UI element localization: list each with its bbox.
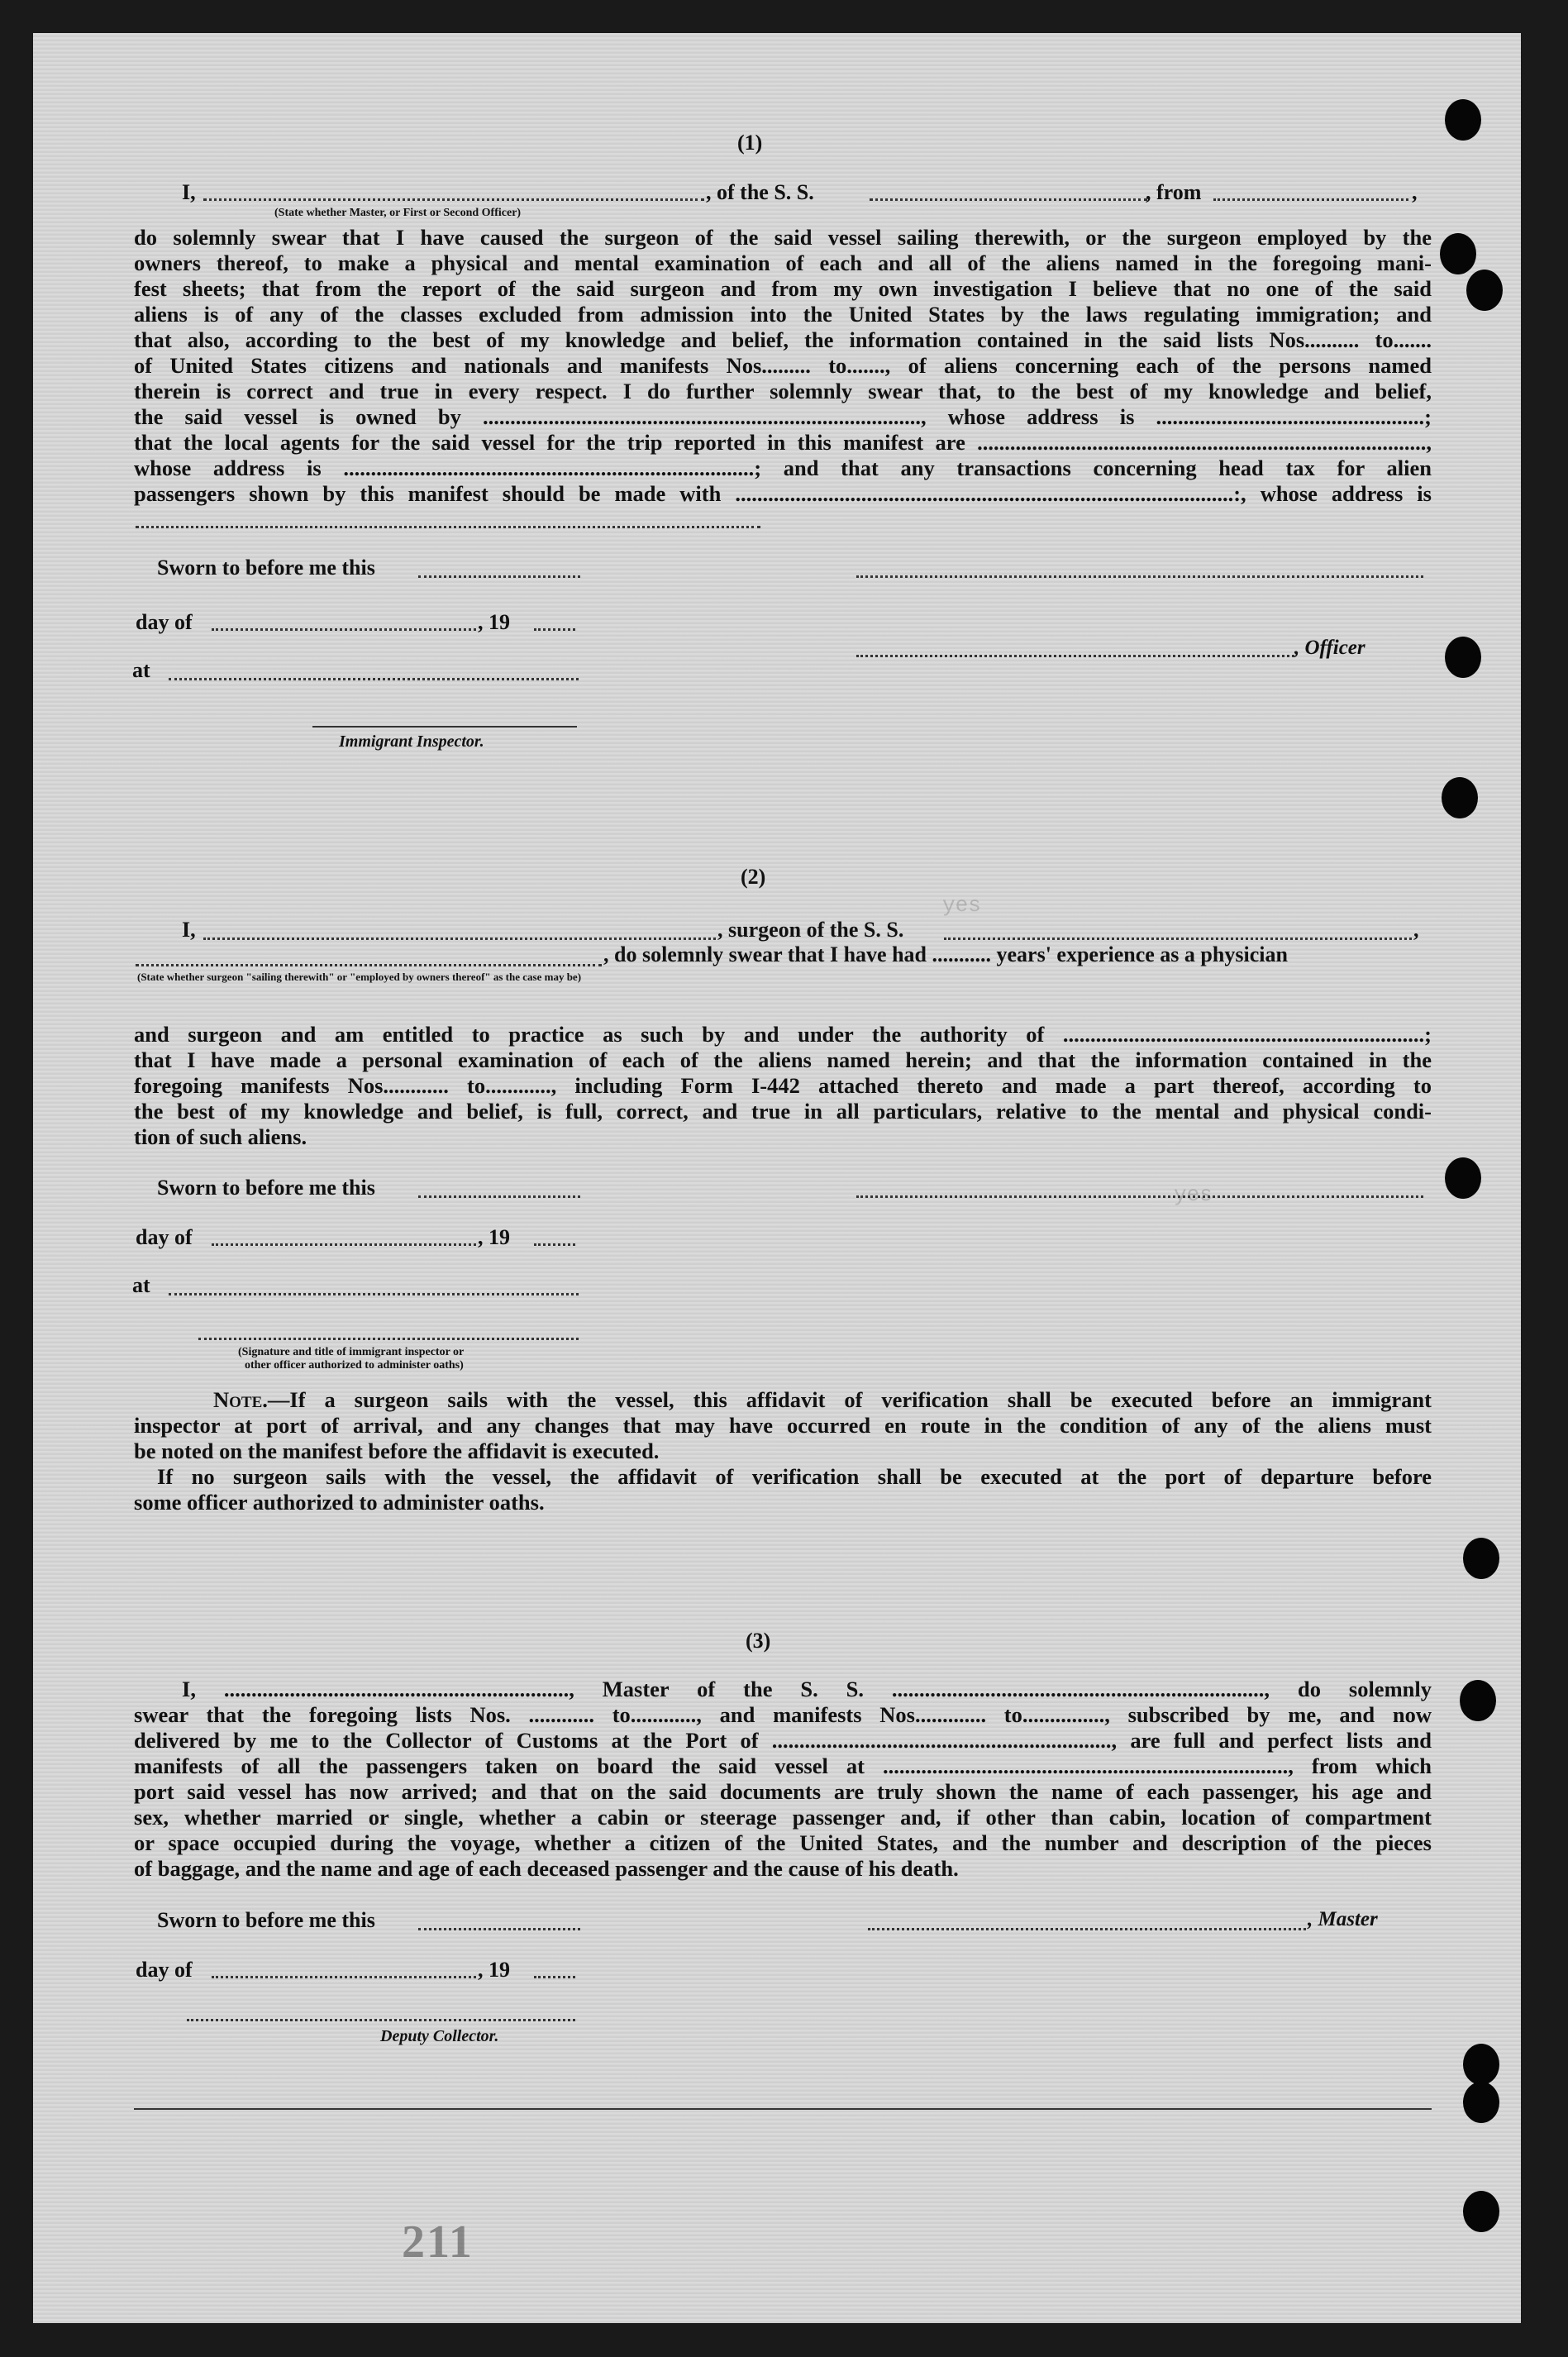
- s1-day-of-label: day of: [136, 610, 193, 634]
- binder-hole: [1445, 637, 1481, 678]
- s1-inspector-label: Immigrant Inspector.: [339, 732, 484, 751]
- s2-note-line: inspector at port of arrival, and any changes that may have occurred en route in the condition of any of the aliens must: [134, 1413, 1432, 1438]
- section-3-number: (3): [746, 1629, 771, 1653]
- s3-para-line: swear that the foregoing lists Nos. ............ to............, and manifests Nos............. to..............., subscribed by me, and now: [134, 1702, 1432, 1727]
- s2-para-line: tion of such aliens.: [134, 1124, 307, 1149]
- s3-para-line: delivered by me to the Collector of Customs at the Port of .............................................................., are full and perfect lists and: [134, 1728, 1432, 1753]
- s1-address-continuation-blank[interactable]: [136, 526, 760, 528]
- s1-at-label: at: [132, 658, 150, 682]
- s3-year-blank[interactable]: [534, 1976, 575, 1978]
- s1-para-line: that the local agents for the said vessel for the trip reported in this manifest are ..................................................................................,: [134, 430, 1432, 455]
- s2-swear-text: , do solemnly swear that I have had ........... years' experience as a physician: [603, 942, 1288, 966]
- s3-para-line: port said vessel has now arrived; and that on the said documents are truly shown the name of each passenger, his age and: [134, 1779, 1432, 1804]
- s1-para-line: do solemnly swear that I have caused the surgeon of the said vessel sailing therewith, or the surgeon employed by the: [134, 225, 1432, 250]
- binder-hole: [1460, 1680, 1496, 1721]
- s2-surgeon-name-blank[interactable]: [203, 938, 716, 940]
- s2-note-label: Note.: [213, 1387, 268, 1412]
- binder-hole: [1463, 2191, 1499, 2232]
- s2-para-line: that I have made a personal examination of each of the aliens named herein; and that the information contained in the: [134, 1047, 1432, 1072]
- s2-day-of-label: day of: [136, 1225, 193, 1249]
- s2-para-line: and surgeon and am entitled to practice as such by and under the authority of ..................................................................;: [134, 1022, 1432, 1047]
- s1-comma: ,: [1412, 180, 1418, 204]
- s1-of-ss-label: , of the S. S.: [706, 180, 814, 204]
- s1-officer-blank[interactable]: [856, 655, 1294, 657]
- s3-para-line: sex, whether married or single, whether a cabin or steerage passenger and, if other than cabin, location of compartment: [134, 1805, 1432, 1830]
- s1-officer-label: , Officer: [1294, 637, 1365, 659]
- s1-day-blank[interactable]: [212, 628, 476, 631]
- s2-para-line: the best of my knowledge and belief, is full, correct, and true in all particulars, relative to the mental and physical condi-: [134, 1099, 1432, 1124]
- s2-at-blank[interactable]: [169, 1293, 579, 1295]
- binder-hole: [1445, 99, 1481, 141]
- s1-officer-rank-blank[interactable]: [203, 198, 704, 201]
- bottom-rule: [134, 2108, 1432, 2110]
- s1-inspector-signature-line: [312, 726, 577, 728]
- s3-sworn-label: Sworn to before me this: [157, 1908, 375, 1932]
- s2-year-blank[interactable]: [534, 1243, 575, 1246]
- s2-signature-blank[interactable]: [856, 1195, 1423, 1198]
- binder-hole: [1463, 2082, 1499, 2123]
- manifest-page: yes yes (1) I, , of the S. S. , from , (State whether Master, or First or Second Officer) do solemnly swear that I have caused the surgeon of the said vessel sailing therewith, or the surgeon employed by the owners thereof, to make a physical and mental examination of each and all of the aliens named in the foregoing mani- fest sheets; that from the report of the said surgeon and from my own investigation I believe that no one of the said aliens is of any of the classes excluded from admission into the United States by the laws regulating immigration; and that also, according to the best of my knowledge and belief, the information contained in the said lists Nos.......... to....... of United States citizens and nationals and manifests Nos......... to......., of aliens concerning each of the persons named therein is correct and true in every respect. I do further solemnly swear that, to the best of my knowledge and belief, the said vessel is owned by ................................................................................, whose address is .................................................; that the local agents for the said vessel for the trip reported in this manifest are .................................................................................., whose address is ...........................................................................; and that any transactions concerning head tax for alien passengers shown by this manifest should be made with ...........................................................................................:, whose address is Sworn to before me this day of , 19 , Officer at Immigrant Inspector. (2) I, , surgeon of the S. S. , , do solemnly swear that I have had ........... years' experience as a physician (State whether surgeon "sailing therewith" or "employed by owners thereof" as the case may be) and surgeon and am entitled to practice as such by and under the authority of ..................................................................; that I have made a personal examination of each of the aliens named herein; and that the information contained in the foregoing manifests Nos............ to............, including Form I-442 attached thereto and made a part thereof, according to the best of my knowledge and belief, is full, correct, and true in all particulars, relative to the mental and physical condi- tion of such aliens. Sworn to before me this day of , 19 at (Signature and title of immigrant inspector or other officer authorized to administer oaths) Note.—If a surgeon sails with the vessel, this affidavit of verification shall be executed before an immigrant inspector at port of arrival, and any changes that may have occurred en route in the condition of any of the aliens must be noted on the manifest before the affidavit is executed. If no surgeon sails with the vessel, the affidavit of verification shall be executed at the port of departure before some officer authorized to administer oaths. (3) I, ..............................................................., Master of the S. S. ...................................................................., do solemnly swear that the foregoing lists Nos. ............ to............, and manifests Nos............. to..............., subscribed by me, and now delivered by me to the Collector of Customs at the Port of .............................................................., are full and perfect lists and manifests of all the passengers taken on board the said vessel at .........................................................................., from which port said vessel has now arrived; and that on the said documents are truly shown the name of each passenger, his age and sex, whether married or single, whether a cabin or steerage passenger and, if other than cabin, location of compartment or space occupied during the voyage, whether a citizen of the United States, and the number and description of the pieces of baggage, and the name and age of each deceased passenger and the cause of his death. Sworn to before me this , Master day of , 19 Deputy Collector. 211: [33, 33, 1521, 2323]
- s2-i-label: I,: [182, 918, 196, 942]
- s2-surgeon-status-blank[interactable]: [136, 964, 602, 966]
- s1-para-line: owners thereof, to make a physical and mental examination of each and all of the aliens named in the foregoing mani-: [134, 250, 1432, 275]
- s2-sworn-date-blank[interactable]: [418, 1195, 580, 1198]
- s1-sworn-label: Sworn to before me this: [157, 556, 375, 580]
- s1-para-line: of United States citizens and nationals and manifests Nos......... to......., of aliens concerning each of the persons named: [134, 353, 1432, 378]
- s2-note-line: be noted on the manifest before the affidavit is executed.: [134, 1439, 660, 1463]
- s2-surgeon-of-label: , surgeon of the S. S.: [717, 918, 904, 942]
- binder-hole: [1445, 1157, 1481, 1199]
- s2-signature-title-blank[interactable]: [198, 1338, 579, 1340]
- s1-para-line: therein is correct and true in every respect. I do further solemnly swear that, to the best of my knowledge and belief,: [134, 379, 1432, 403]
- binder-hole: [1442, 777, 1478, 818]
- s1-at-blank[interactable]: [169, 678, 579, 680]
- s1-vessel-name-blank[interactable]: [870, 198, 1147, 201]
- s1-signature-blank[interactable]: [856, 575, 1423, 578]
- s3-master-signature-blank[interactable]: [868, 1928, 1306, 1930]
- s3-day-blank[interactable]: [212, 1976, 476, 1978]
- s3-deputy-signature-blank[interactable]: [187, 2019, 575, 2021]
- binder-hole: [1466, 270, 1503, 311]
- s2-comma: ,: [1413, 918, 1419, 942]
- s1-para-line: aliens is of any of the classes excluded from admission into the United States by the laws regulating immigration; and: [134, 302, 1432, 327]
- s2-sworn-label: Sworn to before me this: [157, 1176, 375, 1200]
- s2-note-text: —If a surgeon sails with the vessel, this affidavit of verification shall be executed before an immigrant: [267, 1387, 1432, 1412]
- s2-para-line: foregoing manifests Nos............ to............, including Form I-442 attached thereto and made a part thereof, according to: [134, 1073, 1432, 1098]
- s2-note2-line: some officer authorized to administer oaths.: [134, 1490, 545, 1515]
- page-number-stamp: 211: [402, 2216, 474, 2268]
- s2-at-label: at: [132, 1273, 150, 1297]
- s1-i-label: I,: [182, 180, 196, 204]
- section-2-number: (2): [741, 865, 766, 889]
- s3-day-of-label: day of: [136, 1958, 193, 1982]
- s1-para-line: that also, according to the best of my knowledge and belief, the information contained in the said lists Nos.......... to.......: [134, 327, 1432, 352]
- s2-signature-caption-2: other officer authorized to administer oaths): [245, 1359, 464, 1372]
- s1-sworn-date-blank[interactable]: [418, 575, 580, 578]
- binder-hole: [1463, 1538, 1499, 1579]
- s1-from-label: , from: [1146, 180, 1202, 204]
- s2-caption: (State whether surgeon "sailing therewith" or "employed by owners thereof" as the case may be): [137, 971, 582, 983]
- binder-hole: [1463, 2044, 1499, 2085]
- s2-vessel-name-blank[interactable]: [944, 938, 1412, 940]
- s3-sworn-date-blank[interactable]: [418, 1928, 580, 1930]
- section-1-number: (1): [737, 131, 763, 155]
- s3-para-line: or space occupied during the voyage, whether a citizen of the United States, and the number and description of the pieces: [134, 1830, 1432, 1855]
- s3-master-label: , Master: [1308, 1908, 1378, 1930]
- s1-para-line: whose address is ...........................................................................; and that any transactions concerning head tax for alien: [134, 456, 1432, 480]
- s1-year-blank[interactable]: [534, 628, 575, 631]
- s1-para-line: the said vessel is owned by ................................................................................, whose address is .................................................;: [134, 404, 1432, 429]
- s1-from-port-blank[interactable]: [1213, 198, 1408, 201]
- s3-year-label: , 19: [478, 1958, 510, 1982]
- s3-para-line: I, ..............................................................., Master of the S. S. ...................................................................., do solemnly: [182, 1677, 1432, 1701]
- s2-signature-caption-1: (Signature and title of immigrant inspector or: [238, 1346, 465, 1358]
- s2-year-label: , 19: [478, 1225, 510, 1249]
- binder-hole: [1440, 233, 1476, 274]
- s2-note-line: [213, 1387, 1432, 1413]
- s1-para-line: fest sheets; that from the report of the said surgeon and from my own investigation I believe that no one of the said: [134, 276, 1432, 301]
- s2-note2-line: If no surgeon sails with the vessel, the affidavit of verification shall be executed at the port of departure before: [157, 1464, 1432, 1489]
- s3-deputy-label: Deputy Collector.: [380, 2027, 499, 2045]
- s1-year-label: , 19: [478, 610, 510, 634]
- s1-para-line: passengers shown by this manifest should be made with ...........................................................................................:, whose address is: [134, 481, 1432, 506]
- s3-para-line: of baggage, and the name and age of each deceased passenger and the cause of his death.: [134, 1856, 959, 1881]
- s3-para-line: manifests of all the passengers taken on board the said vessel at .........................................................................., from which: [134, 1753, 1432, 1778]
- s2-day-blank[interactable]: [212, 1243, 476, 1246]
- s1-caption: (State whether Master, or First or Second Officer): [274, 207, 522, 219]
